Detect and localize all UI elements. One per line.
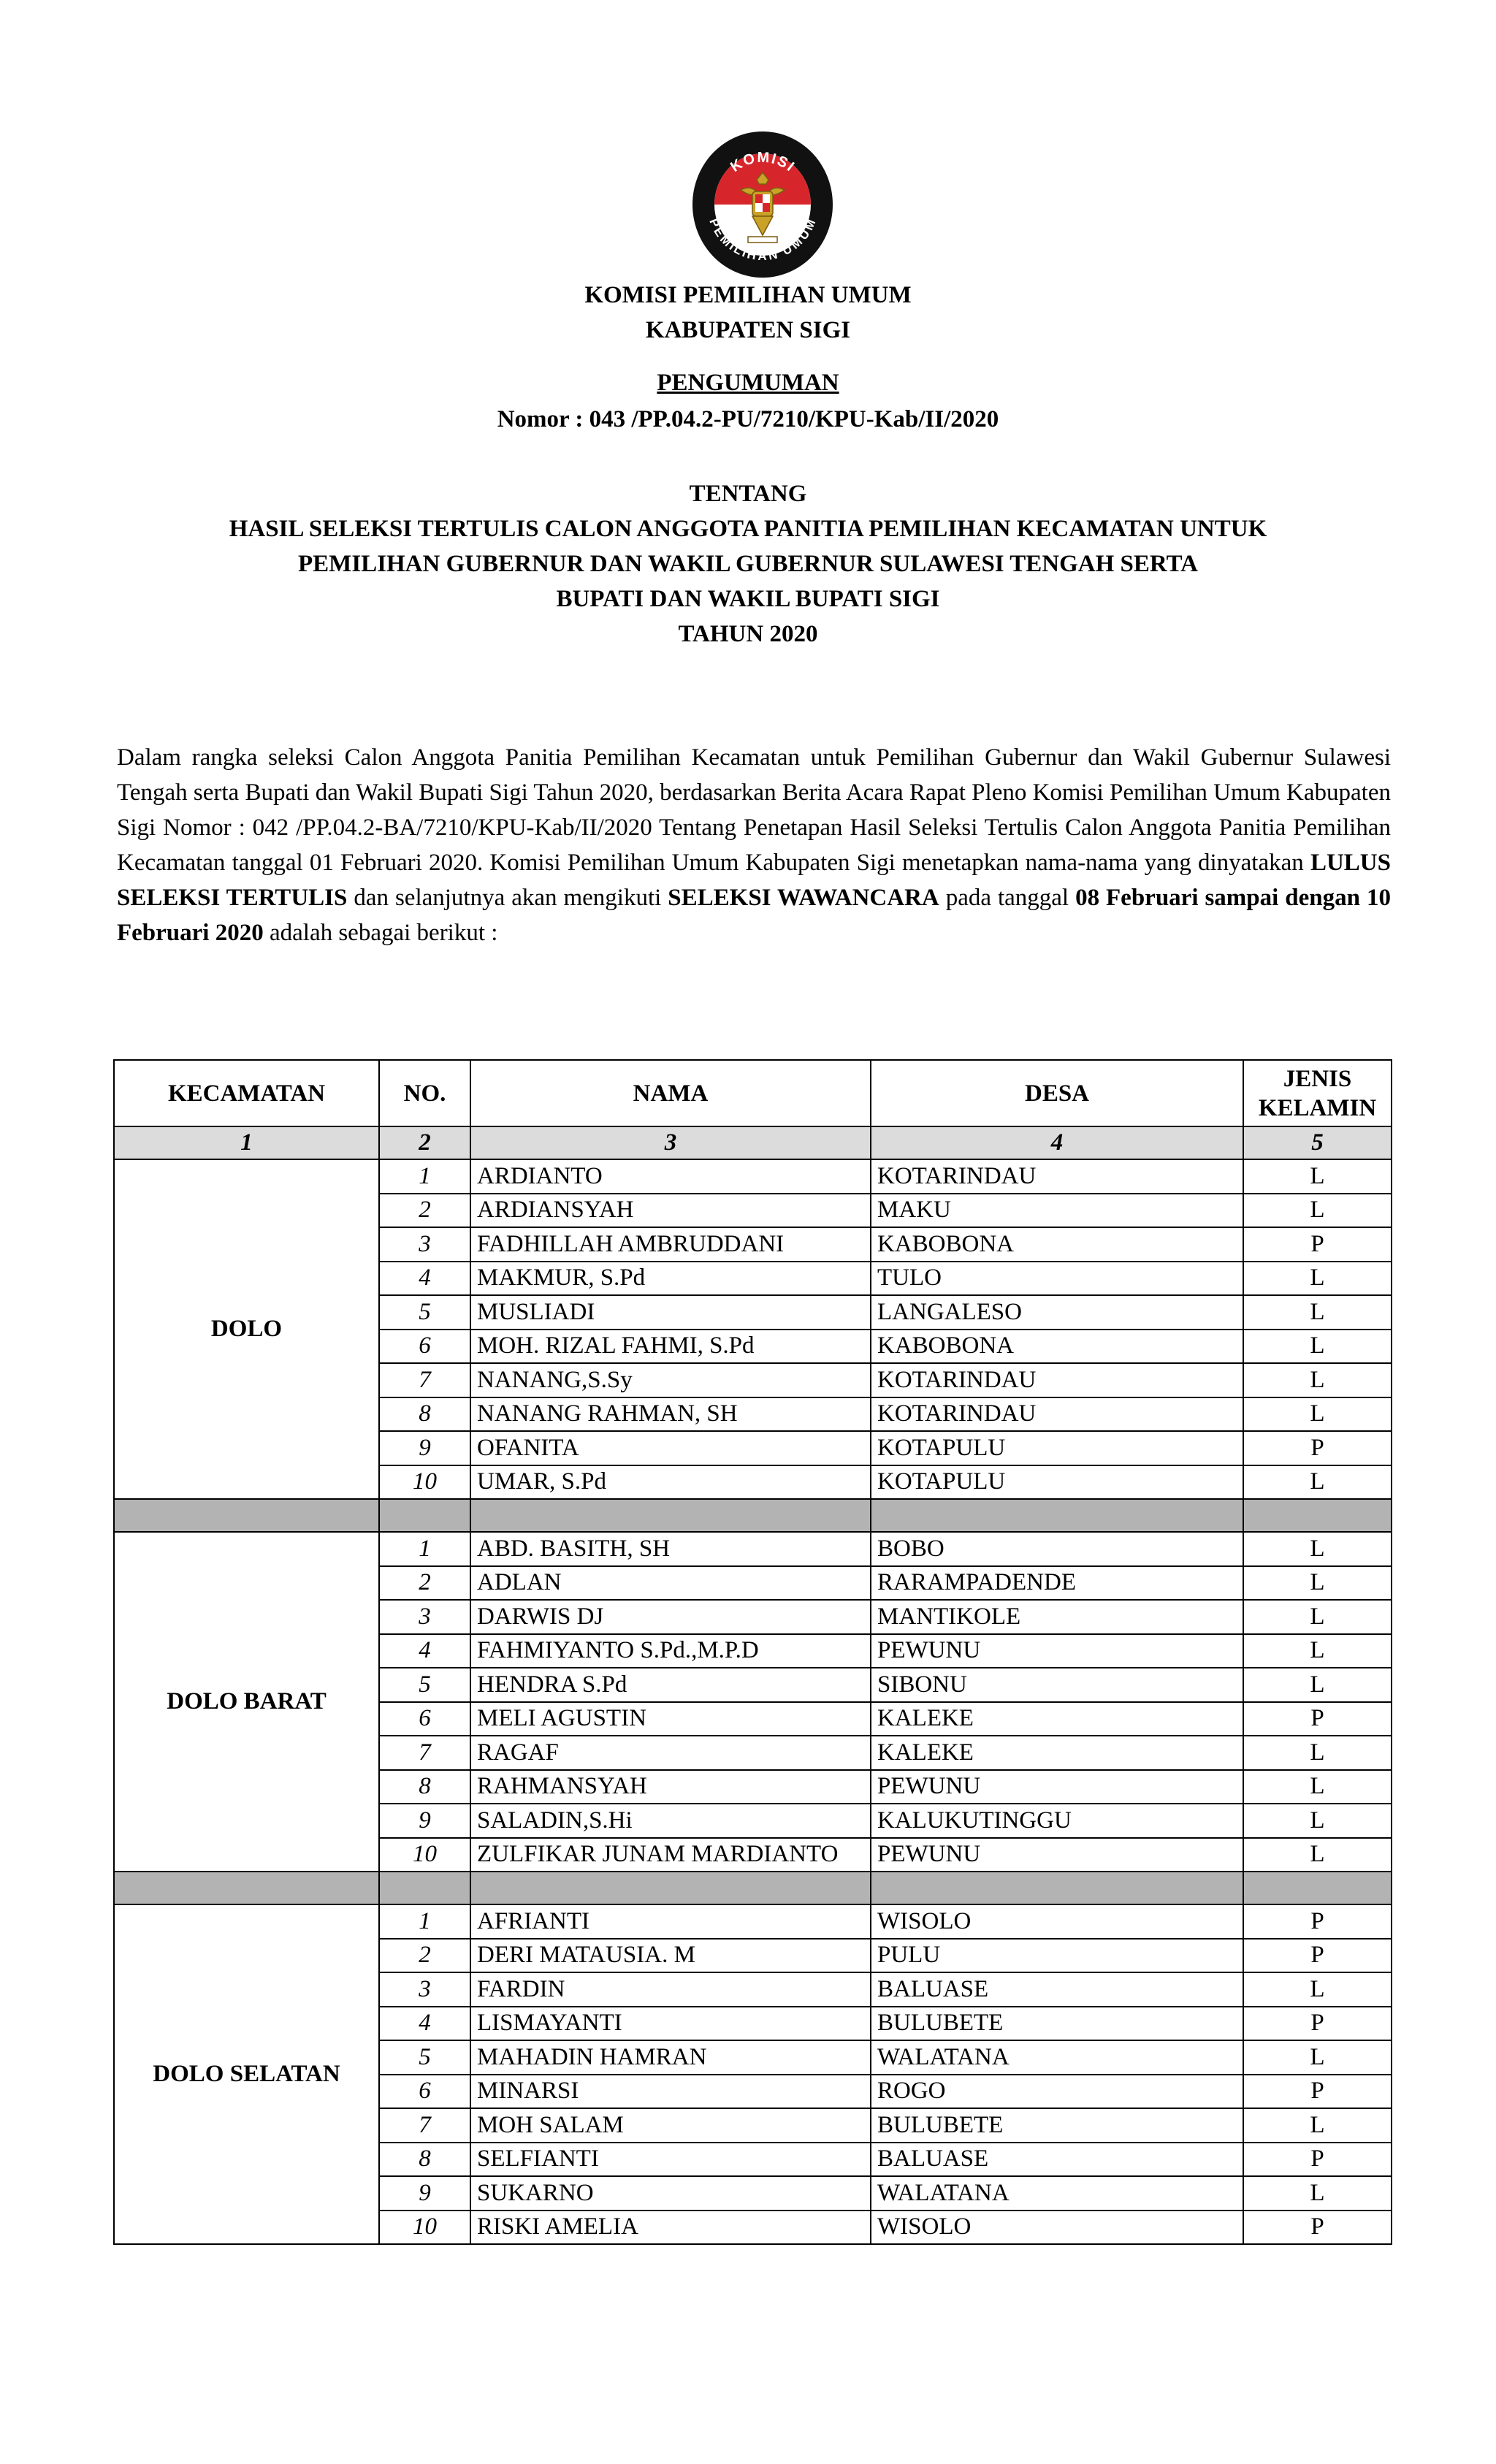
desa-cell: KOTAPULU xyxy=(871,1431,1243,1465)
row-number-cell: 10 xyxy=(379,2211,470,2245)
desa-cell: MAKU xyxy=(871,1194,1243,1228)
intro-paragraph xyxy=(117,740,1391,950)
jenis-kelamin-cell: L xyxy=(1243,1532,1392,1566)
jenis-kelamin-cell: P xyxy=(1243,1904,1392,1939)
jenis-kelamin-cell: L xyxy=(1243,1804,1392,1838)
separator-cell xyxy=(470,1499,871,1532)
nama-cell: MELI AGUSTIN xyxy=(470,1702,871,1736)
desa-cell: PEWUNU xyxy=(871,1634,1243,1668)
column-number-row xyxy=(114,1126,1392,1159)
desa-cell: BULUBETE xyxy=(871,2108,1243,2143)
results-table xyxy=(113,1059,1392,2245)
desa-cell: KOTARINDAU xyxy=(871,1363,1243,1397)
logo-text-bottom: PEMILIHAN UMUM xyxy=(706,216,819,264)
row-number-cell: 7 xyxy=(379,1363,470,1397)
kecamatan-cell: DOLO xyxy=(114,1159,379,1499)
desa-cell: BALUASE xyxy=(871,1972,1243,2007)
desa-cell: WISOLO xyxy=(871,2211,1243,2245)
col-number: 1 xyxy=(114,1126,379,1159)
separator-cell xyxy=(1243,1872,1392,1904)
col-number: 4 xyxy=(871,1126,1243,1159)
nama-cell: FARDIN xyxy=(470,1972,871,2007)
doc-type: PENGUMUMAN xyxy=(657,370,839,396)
table-row xyxy=(114,1532,1392,1566)
nama-cell: NANANG,S.Sy xyxy=(470,1363,871,1397)
table-header-row xyxy=(114,1060,1392,1126)
desa-cell: KOTAPULU xyxy=(871,1465,1243,1500)
desa-cell: TULO xyxy=(871,1262,1243,1296)
row-number-cell: 1 xyxy=(379,1532,470,1566)
tentang-label: TENTANG xyxy=(689,481,807,507)
jenis-kelamin-cell: L xyxy=(1243,1736,1392,1770)
nama-cell: UMAR, S.Pd xyxy=(470,1465,871,1500)
row-number-cell: 2 xyxy=(379,1939,470,1973)
row-number-cell: 9 xyxy=(379,1431,470,1465)
table-row xyxy=(114,1904,1392,1939)
nama-cell: HENDRA S.Pd xyxy=(470,1668,871,1702)
jenis-kelamin-cell: L xyxy=(1243,1465,1392,1500)
jenis-kelamin-cell: L xyxy=(1243,1397,1392,1432)
desa-cell: PEWUNU xyxy=(871,1770,1243,1804)
jenis-kelamin-cell: P xyxy=(1243,2007,1392,2041)
row-number-cell: 7 xyxy=(379,2108,470,2143)
jenis-kelamin-cell: P xyxy=(1243,1431,1392,1465)
separator-cell xyxy=(114,1499,379,1532)
logo-text-top: KOMISI xyxy=(728,149,798,176)
desa-cell: PULU xyxy=(871,1939,1243,1973)
desa-cell: KALEKE xyxy=(871,1736,1243,1770)
jenis-kelamin-cell: L xyxy=(1243,1295,1392,1330)
title-line-4: TAHUN 2020 xyxy=(678,621,818,647)
desa-cell: KALUKUTINGGU xyxy=(871,1804,1243,1838)
jenis-kelamin-cell: L xyxy=(1243,2108,1392,2143)
desa-cell: BOBO xyxy=(871,1532,1243,1566)
para-bold-2: SELEKSI WAWANCARA xyxy=(668,885,939,911)
desa-cell: BULUBETE xyxy=(871,2007,1243,2041)
desa-cell: RARAMPADENDE xyxy=(871,1566,1243,1601)
desa-cell: WALATANA xyxy=(871,2040,1243,2075)
row-number-cell: 3 xyxy=(379,1227,470,1262)
desa-cell: KOTARINDAU xyxy=(871,1159,1243,1194)
jenis-kelamin-cell: P xyxy=(1243,2143,1392,2177)
col-header-kecamatan: KECAMATAN xyxy=(114,1060,379,1126)
jenis-kelamin-cell: L xyxy=(1243,1363,1392,1397)
nama-cell: DARWIS DJ xyxy=(470,1600,871,1634)
row-number-cell: 6 xyxy=(379,2075,470,2109)
row-number-cell: 3 xyxy=(379,1600,470,1634)
desa-cell: KABOBONA xyxy=(871,1330,1243,1364)
desa-cell: MANTIKOLE xyxy=(871,1600,1243,1634)
jenis-kelamin-cell: L xyxy=(1243,1194,1392,1228)
jenis-kelamin-cell: L xyxy=(1243,1634,1392,1668)
nama-cell: FADHILLAH AMBRUDDANI xyxy=(470,1227,871,1262)
col-header-desa: DESA xyxy=(871,1060,1243,1126)
nama-cell: DERI MATAUSIA. M xyxy=(470,1939,871,1973)
row-number-cell: 6 xyxy=(379,1330,470,1364)
col-number: 2 xyxy=(379,1126,470,1159)
para-text-3: pada tanggal xyxy=(939,885,1076,911)
table-row xyxy=(114,1159,1392,1194)
row-number-cell: 8 xyxy=(379,2143,470,2177)
row-number-cell: 5 xyxy=(379,2040,470,2075)
row-number-cell: 4 xyxy=(379,2007,470,2041)
kpu-garuda-logo-icon xyxy=(690,130,836,280)
jenis-kelamin-cell: L xyxy=(1243,1668,1392,1702)
nama-cell: SELFIANTI xyxy=(470,2143,871,2177)
nama-cell: ABD. BASITH, SH xyxy=(470,1532,871,1566)
org-region: KABUPATEN SIGI xyxy=(645,317,851,343)
jenis-kelamin-cell: L xyxy=(1243,1159,1392,1194)
separator-cell xyxy=(379,1872,470,1904)
desa-cell: PEWUNU xyxy=(871,1838,1243,1872)
separator-cell xyxy=(1243,1499,1392,1532)
nama-cell: ZULFIKAR JUNAM MARDIANTO xyxy=(470,1838,871,1872)
row-number-cell: 1 xyxy=(379,1159,470,1194)
desa-cell: SIBONU xyxy=(871,1668,1243,1702)
col-number: 5 xyxy=(1243,1126,1392,1159)
col-header-jenis-kelamin: JENIS KELAMIN xyxy=(1243,1060,1392,1126)
title-line-2: PEMILIHAN GUBERNUR DAN WAKIL GUBERNUR SULAWESI TENGAH SERTA xyxy=(298,551,1198,577)
separator-cell xyxy=(470,1872,871,1904)
para-text-4: adalah sebagai berikut : xyxy=(263,920,498,946)
desa-cell: KABOBONA xyxy=(871,1227,1243,1262)
jenis-kelamin-cell: P xyxy=(1243,1702,1392,1736)
row-number-cell: 6 xyxy=(379,1702,470,1736)
desa-cell: LANGALESO xyxy=(871,1295,1243,1330)
row-number-cell: 3 xyxy=(379,1972,470,2007)
row-number-cell: 10 xyxy=(379,1838,470,1872)
row-number-cell: 9 xyxy=(379,2176,470,2211)
nama-cell: ARDIANTO xyxy=(470,1159,871,1194)
separator-cell xyxy=(871,1872,1243,1904)
para-bold-3: 08 Februari sampai dengan 10 Februari 2020 xyxy=(117,885,1391,946)
row-number-cell: 8 xyxy=(379,1397,470,1432)
separator-cell xyxy=(379,1499,470,1532)
nama-cell: AFRIANTI xyxy=(470,1904,871,1939)
nama-cell: LISMAYANTI xyxy=(470,2007,871,2041)
nama-cell: SALADIN,S.Hi xyxy=(470,1804,871,1838)
nama-cell: MINARSI xyxy=(470,2075,871,2109)
row-number-cell: 8 xyxy=(379,1770,470,1804)
desa-cell: BALUASE xyxy=(871,2143,1243,2177)
nama-cell: MOH. RIZAL FAHMI, S.Pd xyxy=(470,1330,871,1364)
row-number-cell: 5 xyxy=(379,1295,470,1330)
title-line-1: HASIL SELEKSI TERTULIS CALON ANGGOTA PANITIA PEMILIHAN KECAMATAN UNTUK xyxy=(229,516,1267,542)
kecamatan-cell: DOLO SELATAN xyxy=(114,1904,379,2244)
para-text-1: Dalam rangka seleksi Calon Anggota Panitia Pemilihan Kecamatan untuk Pemilihan Gubernur dan Wakil Gubernur Sulawesi Tengah serta Bupati dan Wakil Bupati Sigi Tahun 2020, berdasarkan Berita Acara Rapat Pleno Komisi Pemilihan Umum Kabupaten Sigi Nomor : 042 /PP.04.2-BA/7210/KPU-Kab/II/2020 Tentang Penetapan Hasil Seleksi Tertulis Calon Anggota Panitia Pemilihan Kecamatan tanggal 01 Februari 2020. Komisi Pemilihan Umum Kabupaten Sigi menetapkan nama-nama yang dinyatakan xyxy=(117,744,1391,876)
row-number-cell: 4 xyxy=(379,1262,470,1296)
desa-cell: WISOLO xyxy=(871,1904,1243,1939)
jenis-kelamin-cell: L xyxy=(1243,2040,1392,2075)
nama-cell: RISKI AMELIA xyxy=(470,2211,871,2245)
jenis-kelamin-cell: L xyxy=(1243,1566,1392,1601)
group-separator-row xyxy=(114,1872,1392,1904)
nama-cell: ADLAN xyxy=(470,1566,871,1601)
col-header-nama: NAMA xyxy=(470,1060,871,1126)
jenis-kelamin-cell: P xyxy=(1243,2211,1392,2245)
jenis-kelamin-cell: L xyxy=(1243,1262,1392,1296)
nama-cell: MUSLIADI xyxy=(470,1295,871,1330)
jenis-kelamin-cell: P xyxy=(1243,1227,1392,1262)
nama-cell: RAGAF xyxy=(470,1736,871,1770)
nama-cell: ARDIANSYAH xyxy=(470,1194,871,1228)
jenis-kelamin-cell: L xyxy=(1243,2176,1392,2211)
separator-cell xyxy=(871,1499,1243,1532)
doc-number: Nomor : 043 /PP.04.2-PU/7210/KPU-Kab/II/2020 xyxy=(497,406,999,432)
org-name: KOMISI PEMILIHAN UMUM xyxy=(584,282,912,308)
jenis-kelamin-cell: L xyxy=(1243,1330,1392,1364)
para-bold-1: LULUS SELEKSI TERTULIS xyxy=(117,850,1391,911)
nama-cell: SUKARNO xyxy=(470,2176,871,2211)
nama-cell: FAHMIYANTO S.Pd.,M.P.D xyxy=(470,1634,871,1668)
para-text-2: dan selanjutnya akan mengikuti xyxy=(347,885,668,911)
nama-cell: RAHMANSYAH xyxy=(470,1770,871,1804)
nama-cell: MAHADIN HAMRAN xyxy=(470,2040,871,2075)
row-number-cell: 10 xyxy=(379,1465,470,1500)
row-number-cell: 2 xyxy=(379,1194,470,1228)
nama-cell: MAKMUR, S.Pd xyxy=(470,1262,871,1296)
col-number: 3 xyxy=(470,1126,871,1159)
desa-cell: KALEKE xyxy=(871,1702,1243,1736)
row-number-cell: 9 xyxy=(379,1804,470,1838)
nama-cell: OFANITA xyxy=(470,1431,871,1465)
nama-cell: MOH SALAM xyxy=(470,2108,871,2143)
row-number-cell: 1 xyxy=(379,1904,470,1939)
jenis-kelamin-cell: L xyxy=(1243,1770,1392,1804)
jenis-kelamin-cell: P xyxy=(1243,2075,1392,2109)
desa-cell: WALATANA xyxy=(871,2176,1243,2211)
row-number-cell: 4 xyxy=(379,1634,470,1668)
col-header-no: NO. xyxy=(379,1060,470,1126)
jenis-kelamin-cell: L xyxy=(1243,1600,1392,1634)
jenis-kelamin-cell: L xyxy=(1243,1838,1392,1872)
jenis-kelamin-cell: L xyxy=(1243,1972,1392,2007)
nama-cell: NANANG RAHMAN, SH xyxy=(470,1397,871,1432)
row-number-cell: 5 xyxy=(379,1668,470,1702)
table-body xyxy=(114,1159,1392,2244)
row-number-cell: 2 xyxy=(379,1566,470,1601)
kecamatan-cell: DOLO BARAT xyxy=(114,1532,379,1872)
group-separator-row xyxy=(114,1499,1392,1532)
desa-cell: ROGO xyxy=(871,2075,1243,2109)
title-line-3: BUPATI DAN WAKIL BUPATI SIGI xyxy=(556,586,940,612)
desa-cell: KOTARINDAU xyxy=(871,1397,1243,1432)
separator-cell xyxy=(114,1872,379,1904)
row-number-cell: 7 xyxy=(379,1736,470,1770)
kpu-logo xyxy=(690,130,836,280)
jenis-kelamin-cell: P xyxy=(1243,1939,1392,1973)
